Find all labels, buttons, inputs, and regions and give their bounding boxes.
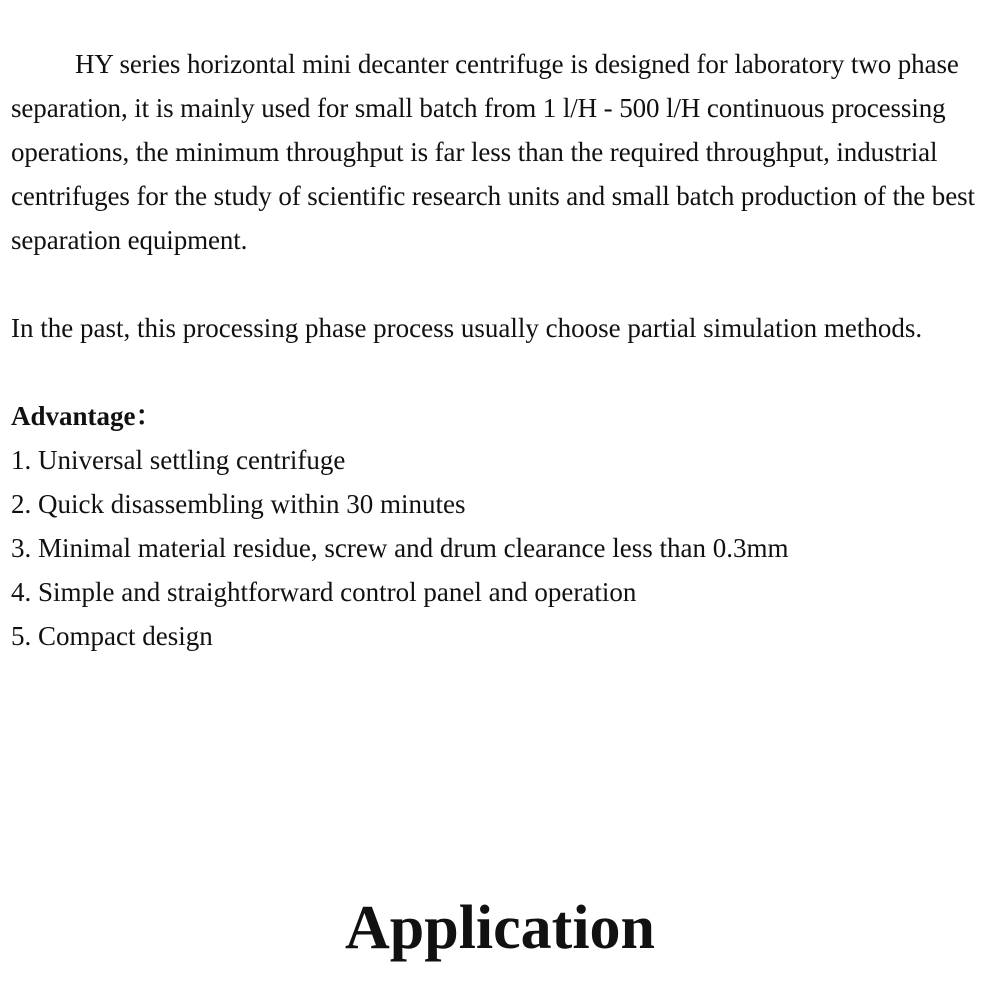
paragraph-spacer [11, 350, 1000, 394]
advantage-item: 5. Compact design [11, 621, 213, 651]
application-heading: Application [344, 894, 656, 962]
advantage-item: 4. Simple and straightforward control panel and operation [11, 577, 637, 607]
advantage-item: 3. Minimal material residue, screw and drum clearance less than 0.3mm [11, 533, 789, 563]
advantage-heading: Advantage： [11, 401, 163, 431]
intro-paragraph: HY series horizontal mini decanter centrifuge is designed for laboratory two phase separation, it is mainly used for small batch from 1 l/H - 500 l/H continuous processing operations, the minimum throughput is far less than the required throughput, industrial centrifuges for the study of scientific research units and small batch production of the best separation equipment. [11, 49, 975, 255]
advantage-item: 2. Quick disassembling within 30 minutes [11, 489, 466, 519]
past-paragraph: In the past, this processing phase process usually choose partial simulation methods. [11, 313, 923, 343]
advantage-item: 1. Universal settling centrifuge [11, 445, 346, 475]
paragraph-spacer [11, 262, 1000, 306]
article-content [11, 42, 1000, 658]
advantage-list [11, 438, 1000, 658]
